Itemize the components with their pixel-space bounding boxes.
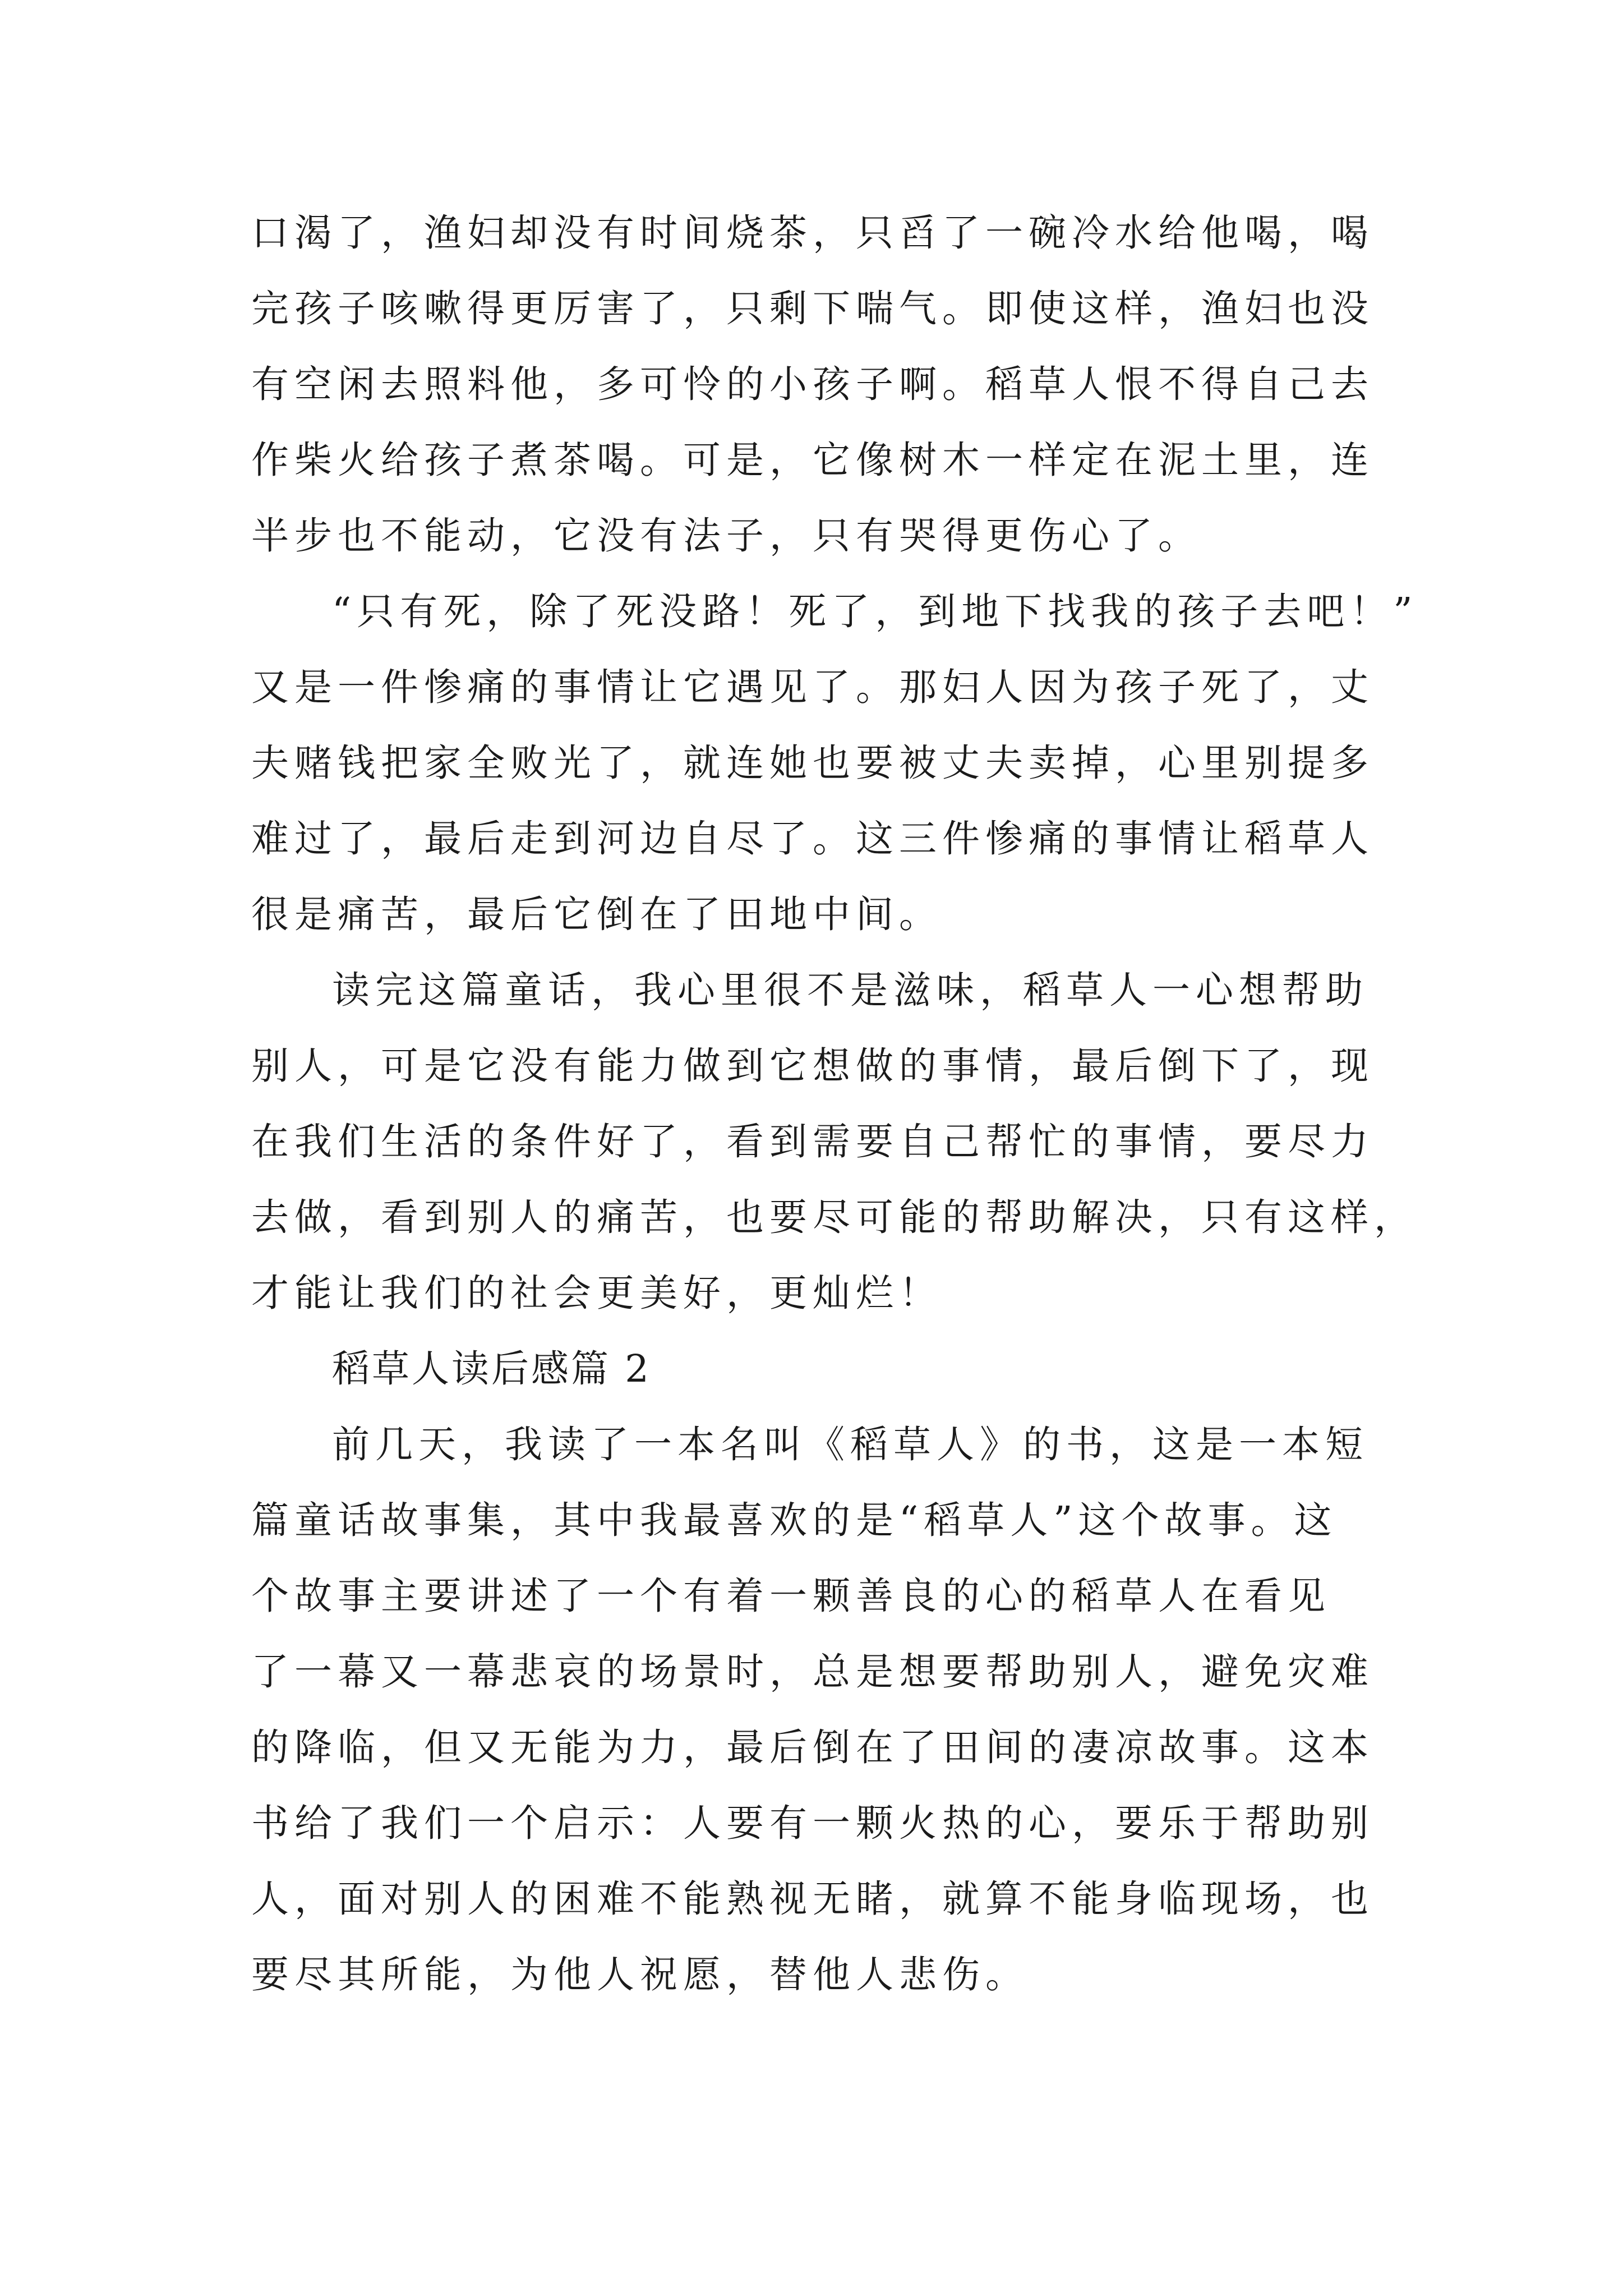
text-line: 书给了我们一个启示：人要有一颗火热的心，要乐于帮助别 — [251, 1801, 1374, 1845]
text-line: 个故事主要讲述了一个有着一颗善良的心的稻草人在看见 — [251, 1574, 1331, 1618]
text-line: 很是痛苦，最后它倒在了田地中间。 — [251, 892, 942, 936]
text-line: 半步也不能动，它没有法子，只有哭得更伤心了。 — [251, 514, 1201, 558]
text-line: 别人，可是它没有能力做到它想做的事情，最后倒下了，现 — [251, 1044, 1374, 1088]
text-line: 作柴火给孩子煮茶喝。可是，它像树木一样定在泥土里，连 — [251, 438, 1374, 482]
text-line: 有空闲去照料他，多可怜的小孩子啊。稻草人恨不得自己去 — [251, 362, 1374, 406]
text-line: 了一幕又一幕悲哀的场景时，总是想要帮助别人，避免灾难 — [251, 1650, 1374, 1694]
text-line: 完孩子咳嗽得更厉害了，只剩下喘气。即使这样，渔妇也没 — [251, 287, 1374, 330]
text-line: 口渴了，渔妇却没有时间烧茶，只舀了一碗冷水给他喝，喝 — [251, 211, 1374, 255]
text-line: 去做，看到别人的痛苦，也要尽可能的帮助解决，只有这样， — [251, 1195, 1417, 1239]
text-line: 又是一件惨痛的事情让它遇见了。那妇人因为孩子死了，丈 — [251, 665, 1374, 709]
text-line: 人，面对别人的困难不能熟视无睹，就算不能身临现场，也 — [251, 1877, 1374, 1921]
text-line: “只有死，除了死没路！死了，到地下找我的孩子去吧！” — [332, 590, 1418, 633]
text-line: 难过了，最后走到河边自尽了。这三件惨痛的事情让稻草人 — [251, 817, 1374, 861]
section-heading: 稻草人读后感篇 2 — [332, 1347, 651, 1391]
text-line: 的降临，但又无能为力，最后倒在了田间的凄凉故事。这本 — [251, 1726, 1374, 1769]
text-line: 要尽其所能，为他人祝愿，替他人悲伤。 — [251, 1953, 1029, 1996]
text-line: 篇童话故事集，其中我最喜欢的是“稻草人”这个故事。这 — [251, 1498, 1338, 1542]
text-line: 前几天，我读了一本名叫《稻草人》的书，这是一本短 — [332, 1423, 1368, 1466]
text-line: 夫赌钱把家全败光了，就连她也要被丈夫卖掉，心里别提多 — [251, 741, 1374, 785]
text-line: 才能让我们的社会更美好，更灿烂！ — [251, 1271, 942, 1315]
text-line: 读完这篇童话，我心里很不是滋味，稻草人一心想帮助 — [332, 968, 1368, 1012]
text-line: 在我们生活的条件好了，看到需要自己帮忙的事情，要尽力 — [251, 1120, 1374, 1163]
